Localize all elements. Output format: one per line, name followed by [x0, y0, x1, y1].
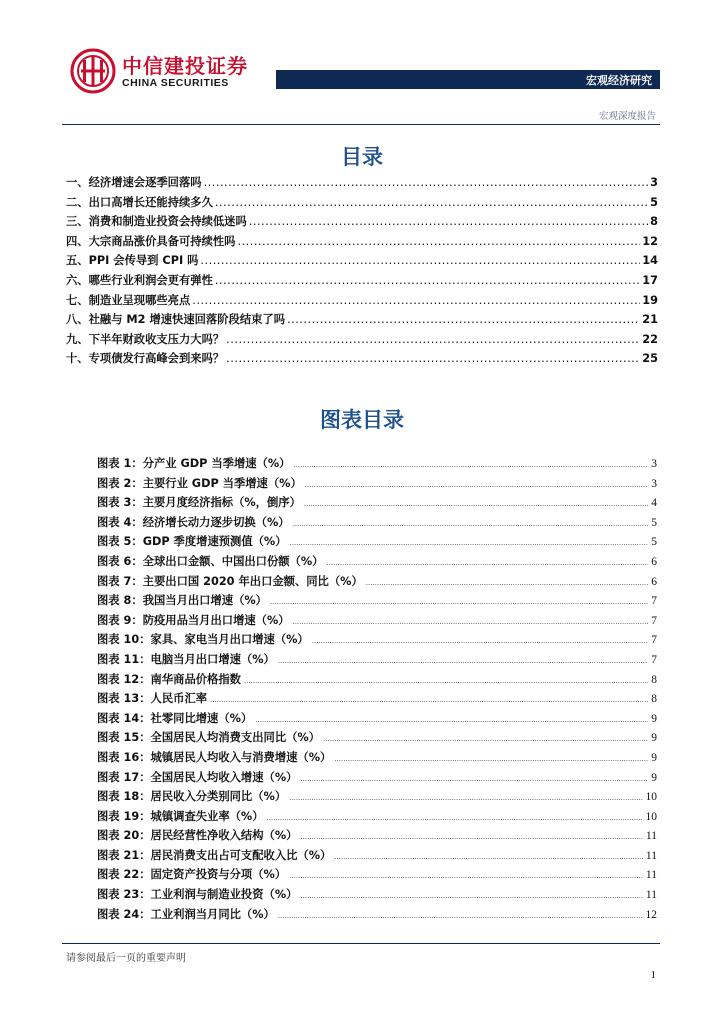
figure-item-name: 分产业 GDP 当季增速（%）	[142, 457, 291, 470]
figure-item-number: 图表 19：	[97, 809, 151, 823]
figure-item-page: 3	[651, 477, 657, 490]
leader-dots	[278, 912, 643, 920]
toc-item-label: 八、社融与 M2 增速快速回落阶段结束了吗	[66, 313, 286, 327]
figure-item-number: 图表 21：	[97, 848, 151, 862]
toc-item-page: 12	[642, 234, 658, 248]
toc-item-page: 3	[650, 176, 658, 189]
figure-item-number: 图表 6：	[97, 554, 143, 568]
toc-item[interactable]	[66, 174, 658, 194]
figure-item[interactable]	[97, 455, 657, 475]
figure-item-name: 家具、家电当月出口增速（%）	[150, 633, 309, 647]
figure-item-page: 11	[645, 830, 657, 843]
leader-dots	[226, 352, 640, 365]
toc-item[interactable]	[66, 233, 658, 253]
figure-item[interactable]	[97, 827, 657, 847]
figure-item-name: 城镇调查失业率（%）	[150, 809, 264, 823]
leader-dots	[278, 657, 648, 665]
toc-item[interactable]	[66, 311, 658, 331]
figure-item-name: 居民经营性净收入结构（%）	[150, 829, 298, 843]
figure-item-name: 经济增长动力逐步切换（%）	[142, 515, 290, 529]
figure-item[interactable]	[97, 671, 657, 691]
figure-list-title: 图表目录	[320, 408, 404, 432]
figure-item-number: 图表 13：	[97, 692, 151, 706]
figure-item-page: 5	[651, 536, 657, 549]
figure-item-page: 9	[651, 732, 657, 745]
figure-item-number: 图表 8：	[97, 594, 143, 608]
leader-dots	[293, 618, 649, 626]
toc-item-label: 六、哪些行业利润会更有弹性	[66, 273, 213, 287]
figure-item-number: 图表 14：	[97, 711, 151, 725]
leader-dots	[192, 294, 640, 307]
toc-item-label: 九、下半年财政收支压力大吗？	[66, 332, 225, 346]
figure-item-page: 10	[645, 791, 657, 804]
figure-item-number: 图表 5：	[97, 535, 143, 549]
leader-dots	[300, 892, 642, 900]
figure-item-name: 主要出口国 2020 年出口金额、同比（%）	[142, 574, 363, 588]
figure-item-page: 7	[651, 653, 657, 666]
figure-item-number: 图表 2：	[97, 476, 143, 490]
figure-item[interactable]	[97, 651, 657, 671]
toc-item-page: 21	[642, 313, 658, 327]
toc-item-page: 25	[642, 352, 658, 366]
figure-item-name: 全国居民人均消费支出同比（%）	[150, 731, 321, 745]
leader-dots	[255, 716, 648, 724]
figure-item[interactable]	[97, 631, 657, 651]
leader-dots	[204, 176, 649, 189]
figure-item-name: 全球出口金额、中国出口份额（%）	[142, 554, 324, 568]
toc-list	[66, 174, 658, 370]
figure-item-page: 6	[651, 555, 657, 568]
figure-item-page: 11	[645, 869, 657, 882]
figure-item-name: 电脑当月出口增速（%）	[150, 652, 275, 666]
figure-item-number: 图表 20：	[97, 829, 151, 843]
figure-item-page: 8	[651, 673, 657, 686]
toc-item-label: 七、制造业呈现哪些亮点	[66, 293, 191, 307]
figure-item-number: 图表 15：	[97, 731, 151, 745]
figure-item-page: 8	[651, 693, 657, 706]
figure-item-number: 图表 16：	[97, 750, 151, 764]
figure-item-number: 图表 18：	[97, 790, 151, 804]
figure-item[interactable]	[97, 592, 657, 612]
figure-item-name: GDP 季度增速预测值（%）	[142, 535, 287, 549]
leader-dots	[289, 872, 643, 880]
toc-title: 目录	[341, 145, 383, 169]
leader-dots	[200, 254, 640, 267]
brand-name-cn: 中信建投证券	[122, 54, 248, 78]
figure-item-page: 11	[645, 889, 657, 902]
figure-item-name: 主要月度经济指标（%，倒序）	[142, 496, 301, 510]
figure-item-page: 4	[651, 497, 657, 510]
leader-dots	[300, 775, 648, 783]
toc-item-label: 五、PPI 会传导到 CPI 吗	[66, 254, 199, 268]
figure-item[interactable]	[97, 847, 657, 867]
header-bar	[276, 70, 660, 89]
figure-item-name: 固定资产投资与分项（%）	[150, 868, 287, 882]
toc-item[interactable]	[66, 194, 658, 214]
leader-dots	[215, 196, 648, 209]
leader-dots	[323, 735, 648, 743]
figure-item[interactable]	[97, 866, 657, 886]
figure-item-page: 9	[651, 712, 657, 725]
toc-item-page: 17	[642, 273, 658, 287]
figure-item-number: 图表 17：	[97, 770, 151, 784]
leader-dots	[210, 696, 648, 704]
toc-item[interactable]	[66, 272, 658, 292]
toc-item-label: 二、出口高增长还能持续多久	[66, 195, 213, 209]
figure-item[interactable]	[97, 749, 657, 769]
figure-item-number: 图表 1：	[97, 457, 143, 470]
toc-item-label: 三、消费和制造业投资会持续低迷吗	[66, 215, 247, 229]
figure-item-name: 防疫用品当月出口增速（%）	[142, 613, 290, 627]
figure-item-page: 9	[651, 751, 657, 764]
figure-item-page: 3	[651, 458, 657, 470]
figure-item-name: 人民币汇率	[150, 692, 208, 706]
figure-item[interactable]	[97, 808, 657, 828]
toc-item-label: 十、专项债发行高峰会到来吗？	[66, 352, 225, 366]
figure-item-number: 图表 12：	[97, 672, 151, 686]
leader-dots	[244, 677, 648, 685]
leader-dots	[287, 313, 640, 326]
figure-item[interactable]	[97, 475, 657, 495]
toc-item-page: 5	[650, 195, 658, 209]
figure-item-name: 主要行业 GDP 当季增速（%）	[142, 476, 302, 490]
figure-item-page: 10	[645, 810, 657, 823]
figure-item[interactable]	[97, 729, 657, 749]
figure-item-name: 我国当月出口增速（%）	[142, 594, 267, 608]
report-type: 宏观深度报告	[598, 111, 656, 122]
figure-item[interactable]	[97, 553, 657, 573]
figure-item-number: 图表 10：	[97, 633, 151, 647]
figure-item-name: 工业利润与制造业投资（%）	[150, 888, 298, 902]
leader-dots	[334, 853, 643, 861]
figure-item-number: 图表 7：	[97, 574, 143, 588]
figure-item-number: 图表 11：	[97, 652, 151, 666]
leader-dots	[334, 755, 648, 763]
figure-item-page: 7	[651, 595, 657, 608]
toc-item[interactable]	[66, 331, 658, 351]
toc-item[interactable]	[66, 292, 658, 312]
footer-divider	[62, 943, 660, 944]
toc-item[interactable]	[66, 252, 658, 272]
figure-list	[97, 455, 657, 925]
toc-item-label: 四、大宗商品涨价具备可持续性吗	[66, 234, 236, 248]
brand-logo	[60, 48, 260, 96]
toc-item-page: 22	[642, 332, 658, 346]
figure-item-page: 12	[645, 908, 657, 921]
leader-dots	[226, 333, 640, 346]
figure-item-page: 5	[651, 516, 657, 529]
figure-item-name: 居民收入分类别同比（%）	[150, 790, 287, 804]
leader-dots	[293, 461, 648, 469]
figure-item-name: 社零同比增速（%）	[150, 711, 253, 725]
leader-dots	[326, 559, 648, 567]
figure-item[interactable]	[97, 533, 657, 553]
figure-item-number: 图表 24：	[97, 907, 151, 921]
leader-dots	[305, 481, 648, 489]
figure-item-page: 9	[651, 771, 657, 784]
footer-disclaimer: 请参阅最后一页的重要声明	[66, 953, 186, 964]
leader-dots	[300, 833, 642, 841]
figure-item[interactable]	[97, 906, 657, 926]
leader-dots	[290, 539, 649, 547]
figure-item-number: 图表 9：	[97, 613, 143, 627]
leader-dots	[289, 794, 642, 802]
leader-dots	[237, 235, 640, 248]
brand-name-en: CHINA SECURITIES	[122, 77, 229, 89]
figure-item-name: 居民消费支出占可支配收入比（%）	[150, 848, 332, 862]
toc-item-page: 8	[650, 215, 658, 229]
figure-item-number: 图表 22：	[97, 868, 151, 882]
figure-item-name: 全国居民人均收入增速（%）	[150, 770, 298, 784]
figure-item-number: 图表 23：	[97, 888, 151, 902]
leader-dots	[312, 637, 649, 645]
figure-item[interactable]	[97, 788, 657, 808]
leader-dots	[366, 579, 648, 587]
leader-dots	[249, 215, 648, 228]
leader-dots	[267, 814, 643, 822]
header-divider	[62, 124, 660, 125]
toc-item-label: 一、经济增速会逐季回落吗	[66, 176, 202, 189]
figure-item-page: 6	[651, 575, 657, 588]
figure-item-page: 7	[651, 614, 657, 627]
leader-dots	[293, 520, 649, 528]
figure-item[interactable]	[97, 710, 657, 730]
page-number: 1	[650, 969, 656, 981]
toc-item-page: 14	[642, 254, 658, 268]
figure-item-page: 11	[645, 849, 657, 862]
figure-item[interactable]	[97, 690, 657, 710]
figure-item[interactable]	[97, 612, 657, 632]
figure-item-number: 图表 3：	[97, 496, 143, 510]
figure-item-name: 南华商品价格指数	[150, 672, 241, 686]
leader-dots	[215, 274, 640, 287]
leader-dots	[270, 598, 648, 606]
leader-dots	[304, 500, 648, 508]
toc-item-page: 19	[642, 293, 658, 307]
figure-item[interactable]	[97, 494, 657, 514]
china-securities-logo-icon	[70, 48, 116, 94]
toc-item[interactable]	[66, 350, 658, 370]
figure-item-number: 图表 4：	[97, 515, 143, 529]
figure-item-page: 7	[651, 634, 657, 647]
figure-item-name: 工业利润当月同比（%）	[150, 907, 275, 921]
figure-item[interactable]	[97, 769, 657, 789]
report-category: 宏观经济研究	[586, 74, 652, 87]
figure-item-name: 城镇居民人均收入与消费增速（%）	[150, 750, 332, 764]
toc-item[interactable]	[66, 213, 658, 233]
figure-item[interactable]	[97, 573, 657, 593]
figure-item[interactable]	[97, 514, 657, 534]
figure-item[interactable]	[97, 886, 657, 906]
